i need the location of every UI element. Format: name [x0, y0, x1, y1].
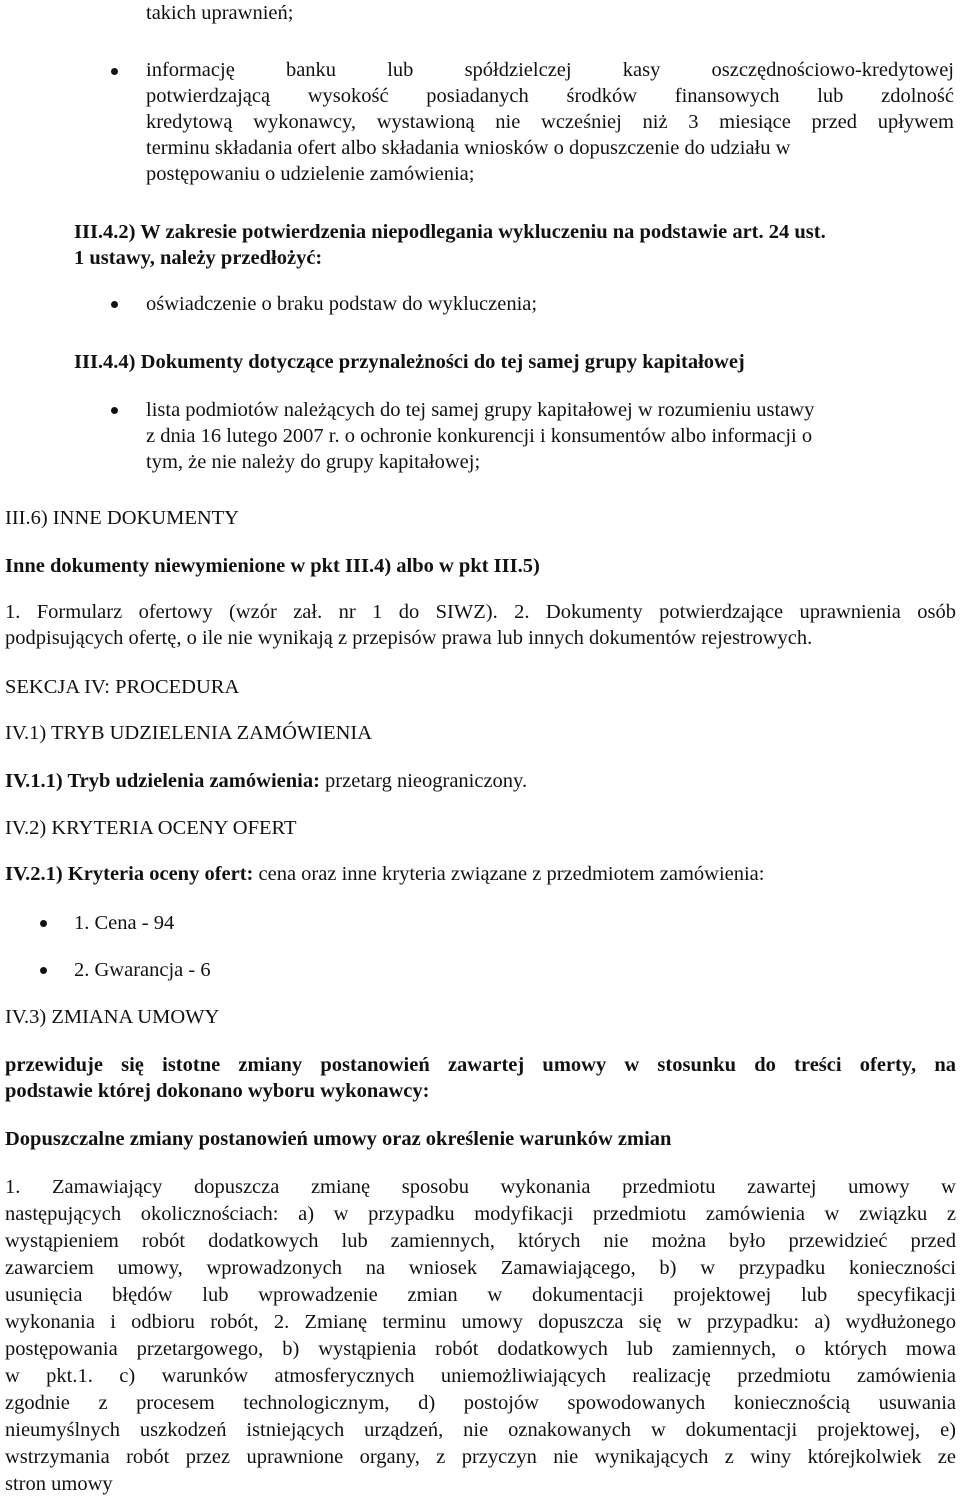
list-item: 1. Cena - 94	[74, 912, 175, 934]
text-line: wystąpieniem robót dodatkowych lub zamiennych, których nie można było przewidzieć przed	[5, 1230, 956, 1252]
text-line: z dnia 16 lutego 2007 r. o ochronie konkurencji i konsumentów albo informacji o	[146, 425, 813, 447]
text-line: podstawie której dokonano wyboru wykonawcy:	[5, 1080, 430, 1102]
text-line: następujących okolicznościach: a) w przypadku modyfikacji przedmiotu zamówienia w związku z	[5, 1203, 956, 1225]
section-heading: III.4.4) Dokumenty dotyczące przynależności do tej samej grupy kapitałowej	[74, 351, 745, 373]
list-item: 2. Gwarancja - 6	[74, 959, 211, 981]
text-line: lista podmiotów należących do tej samej grupy kapitałowej w rozumieniu ustawy	[146, 399, 815, 421]
bullet-icon	[40, 967, 47, 974]
text-line: 1. Formularz ofertowy (wzór zał. nr 1 do SIWZ). 2. Dokumenty potwierdzające uprawnienia osób	[5, 601, 956, 623]
text-line: przewiduje się istotne zmiany postanowień zawartej umowy w stosunku do treści oferty, na	[5, 1054, 956, 1076]
text-line: zgodnie z procesem technologicznym, d) postojów spowodowanych koniecznością usuwania	[5, 1392, 956, 1414]
text-line: w pkt.1. c) warunków atmosferycznych uniemożliwiających realizację przedmiotu zamówienia	[5, 1365, 956, 1387]
field-value: cena oraz inne kryteria związane z przedmiotem zamówienia:	[253, 863, 765, 885]
text-line: takich uprawnień;	[146, 2, 294, 24]
section-heading: IV.1) TRYB UDZIELENIA ZAMÓWIENIA	[5, 722, 373, 744]
text-line: nieumyślnych uszkodzeń istniejących urządzeń, nie oznakowanych w dokumentacji projektowej, e)	[5, 1419, 956, 1441]
text-line: kredytową wykonawcy, wystawioną nie wcześniej niż 3 miesiące przed upływem	[146, 111, 954, 133]
text-line: informację banku lub spółdzielczej kasy oszczędnościowo-kredytowej	[146, 59, 954, 81]
text-line: tym, że nie należy do grupy kapitałowej;	[146, 451, 481, 473]
text-line: podpisujących ofertę, o ile nie wynikają z przepisów prawa lub innych dokumentów rejestrowych.	[5, 627, 813, 649]
text-line: 1. Zamawiający dopuszcza zmianę sposobu wykonania przedmiotu zawartej umowy w	[5, 1176, 956, 1198]
section-heading: IV.2) KRYTERIA OCENY OFERT	[5, 817, 297, 839]
text-line: postępowaniu o udzielenie zamówienia;	[146, 163, 475, 185]
field-label: IV.2.1) Kryteria oceny ofert:	[5, 863, 254, 885]
section-heading: SEKCJA IV: PROCEDURA	[5, 676, 240, 698]
text-line: postępowania przetargowego, b) wystąpienia robót dodatkowych lub zamiennych, o których mowa	[5, 1338, 956, 1360]
text-line	[5, 861, 764, 887]
section-heading: III.4.2) W zakresie potwierdzenia niepodlegania wykluczeniu na podstawie art. 24 ust.	[74, 221, 826, 243]
sub-heading: Inne dokumenty niewymienione w pkt III.4) albo w pkt III.5)	[5, 555, 540, 577]
text-line: potwierdzającą wysokość posiadanych środków finansowych lub zdolność	[146, 85, 954, 107]
bullet-icon	[111, 407, 118, 414]
text-line: wstrzymania robót przez uprawnione organy, z przyczyn nie wynikających z winy którejkolwiek ze	[5, 1446, 956, 1468]
text-line: zawarciem umowy, wprowadzonych na wniosek Zamawiającego, b) w przypadku konieczności	[5, 1257, 956, 1279]
bullet-icon	[111, 68, 118, 75]
section-heading: III.6) INNE DOKUMENTY	[5, 507, 239, 529]
text-line: oświadczenie o braku podstaw do wykluczenia;	[146, 293, 538, 315]
field-label: IV.1.1) Tryb udzielenia zamówienia:	[5, 770, 320, 792]
field-value: przetarg nieograniczony.	[319, 770, 528, 792]
text-line	[5, 768, 527, 794]
text-line: terminu składania ofert albo składania wniosków o dopuszczenie do udziału w	[146, 137, 791, 159]
bullet-icon	[111, 301, 118, 308]
sub-heading: Dopuszczalne zmiany postanowień umowy oraz określenie warunków zmian	[5, 1128, 672, 1150]
bullet-icon	[40, 920, 47, 927]
text-line: stron umowy	[5, 1473, 113, 1495]
section-heading: IV.3) ZMIANA UMOWY	[5, 1006, 220, 1028]
section-heading: 1 ustawy, należy przedłożyć:	[74, 247, 323, 269]
text-line: usunięcia błędów lub wprowadzenie zmian w dokumentacji projektowej lub specyfikacji	[5, 1284, 956, 1306]
text-line: wykonania i odbioru robót, 2. Zmianę terminu umowy dopuszcza się w przypadku: a) wydłużonego	[5, 1311, 956, 1333]
